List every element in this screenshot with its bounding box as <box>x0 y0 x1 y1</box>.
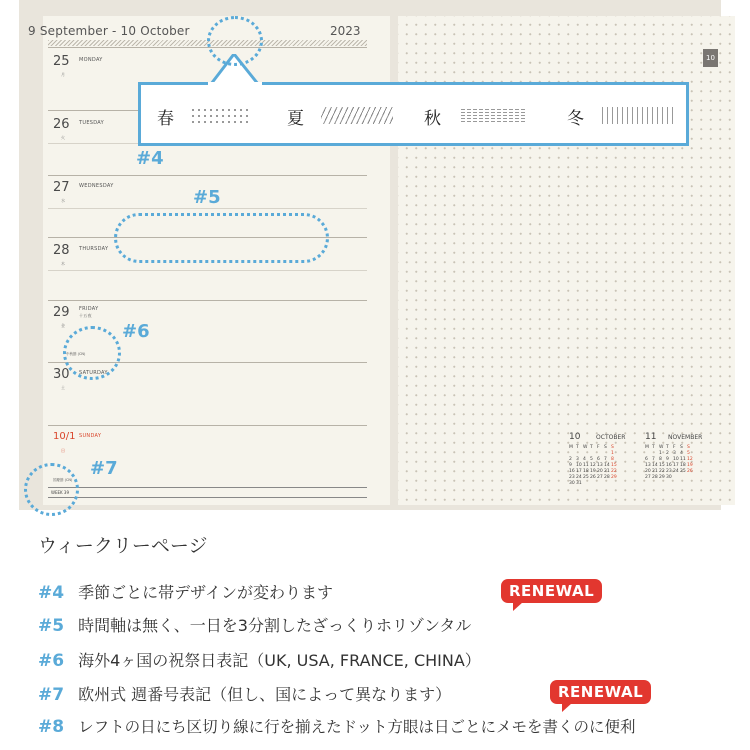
summer-diagonal-pattern <box>321 107 393 124</box>
cal-day: 3 <box>673 451 676 456</box>
cal-day: 25 <box>680 469 686 474</box>
feature-text: 欧州式 週番号表記（但し、国によって異なります） <box>78 685 452 704</box>
cal-month-num: 10 <box>569 432 581 442</box>
week-divider <box>48 487 367 488</box>
cal-day: 24 <box>673 469 679 474</box>
cal-day: 15 <box>659 463 665 468</box>
day-divider <box>48 175 367 176</box>
day-number: 25 <box>53 54 70 69</box>
cal-day: 8 <box>611 457 614 462</box>
tag-4: #4 <box>136 148 164 169</box>
tag-6: #6 <box>122 321 150 342</box>
cal-day: 11 <box>583 463 589 468</box>
cal-day: 23 <box>569 475 575 480</box>
highlight-horizontal-5 <box>114 213 329 263</box>
date-range: 9 September - 10 October <box>28 24 190 38</box>
cal-month-num: 11 <box>645 432 657 442</box>
day-number: 28 <box>53 243 70 258</box>
highlight-holiday-6 <box>63 326 121 380</box>
day-name: THURSDAY <box>79 246 109 252</box>
cal-day: 27 <box>597 475 603 480</box>
tag-7: #7 <box>90 458 118 479</box>
cal-day: 24 <box>576 475 582 480</box>
cal-day: 21 <box>652 469 658 474</box>
cal-weekday: F <box>597 445 600 450</box>
day-number: 30 <box>53 367 70 382</box>
cal-weekday: S <box>680 445 683 450</box>
cal-day: 2 <box>666 451 669 456</box>
year-label: 2023 <box>330 24 361 38</box>
season-autumn: 秋 <box>424 109 441 129</box>
holiday-label: 中秋節 (CN) <box>66 352 86 356</box>
day-kanji: 土 <box>61 385 65 390</box>
cal-day: 11 <box>680 457 686 462</box>
day-name: WEDNESDAY <box>79 183 114 189</box>
season-band-callout <box>138 82 689 146</box>
cal-weekday: W <box>659 445 664 450</box>
feature-number: #6 <box>38 651 65 671</box>
day-divider <box>48 300 367 301</box>
feature-number: #8 <box>38 717 65 737</box>
day-name: TUESDAY <box>79 120 104 126</box>
feature-text: レフトの日にち区切り線に行を揃えたドット方眼は日ごとにメモを書くのに便利 <box>78 718 636 736</box>
feature-text: 時間軸は無く、一日を3分割したざっくりホリゾンタル <box>78 616 472 635</box>
cal-day: 13 <box>597 463 603 468</box>
feature-item <box>38 613 471 636</box>
day-name: MONDAY <box>79 57 103 63</box>
month-tab: 10 <box>703 49 718 67</box>
day-name-sunday: SUNDAY <box>79 433 102 439</box>
cal-day: 14 <box>604 463 610 468</box>
cal-day: 18 <box>583 469 589 474</box>
winter-vertical-pattern <box>602 107 674 124</box>
mini-calendar-november <box>645 432 702 480</box>
cal-day: 10 <box>576 463 582 468</box>
cal-day <box>590 451 597 456</box>
cal-weekday: M <box>569 445 573 450</box>
day-kanji: 金 <box>61 323 65 328</box>
cal-day: 15 <box>611 463 617 468</box>
cal-day: 29 <box>611 475 617 480</box>
cal-day: 22 <box>611 469 617 474</box>
day-number: 26 <box>53 117 70 132</box>
day-kanji-sunday: 日 <box>61 448 65 453</box>
cal-day: 19 <box>687 463 693 468</box>
cal-day: 31 <box>576 481 582 486</box>
cal-day: 16 <box>569 469 575 474</box>
cal-day <box>569 451 576 456</box>
day-name: SATURDAY <box>79 370 108 376</box>
spring-dot-pattern <box>190 107 252 124</box>
highlight-week-7 <box>24 463 79 516</box>
day-kanji: 月 <box>61 72 65 77</box>
cal-day: 25 <box>583 475 589 480</box>
cal-day: 5 <box>590 457 593 462</box>
cal-day: 12 <box>687 457 693 462</box>
cal-day: 16 <box>666 463 672 468</box>
cal-day: 2 <box>569 457 572 462</box>
cal-month-name: NOVEMBER <box>668 434 703 441</box>
cal-weekday: S <box>604 445 607 450</box>
feature-item <box>38 682 451 705</box>
cal-day: 4 <box>583 457 586 462</box>
cal-day: 26 <box>590 475 596 480</box>
cal-day: 7 <box>652 457 655 462</box>
cal-day: 13 <box>645 463 651 468</box>
cal-day <box>645 451 652 456</box>
cal-day: 6 <box>597 457 600 462</box>
season-summer: 夏 <box>287 109 304 129</box>
cal-day: 5 <box>687 451 690 456</box>
cal-day: 6 <box>645 457 648 462</box>
feature-item <box>38 648 481 671</box>
cal-day: 17 <box>576 469 582 474</box>
cal-day: 20 <box>597 469 603 474</box>
cal-day: 10 <box>673 457 679 462</box>
cal-weekday: W <box>583 445 588 450</box>
cal-day: 18 <box>680 463 686 468</box>
feature-number: #4 <box>38 583 65 603</box>
cal-day: 9 <box>666 457 669 462</box>
third-divider <box>48 270 367 271</box>
third-divider <box>48 208 367 209</box>
cal-month-name: OCTOBER <box>596 434 626 441</box>
renewal-badge: RENEWAL <box>501 579 602 603</box>
day-number-sunday: 10/1 <box>53 431 76 442</box>
cal-day: 19 <box>590 469 596 474</box>
cal-day: 17 <box>673 463 679 468</box>
cal-day: 12 <box>590 463 596 468</box>
cal-day: 30 <box>569 481 575 486</box>
cal-weekday: F <box>673 445 676 450</box>
feature-item <box>38 715 635 737</box>
day-note: 十五夜 <box>79 313 92 318</box>
page-bottom-line <box>48 497 367 498</box>
cal-day: 27 <box>645 475 651 480</box>
cal-day <box>597 451 604 456</box>
day-divider <box>48 425 367 426</box>
cal-day <box>652 451 659 456</box>
callout-ring-4 <box>207 16 263 66</box>
cal-weekday: T <box>576 445 579 450</box>
day-name: FRIDAY <box>79 306 99 312</box>
feature-text: 季節ごとに帯デザインが変わります <box>78 583 333 602</box>
holiday-label: 国慶節 (CN) <box>53 478 73 482</box>
cal-day: 8 <box>659 457 662 462</box>
cal-day: 29 <box>659 475 665 480</box>
day-kanji: 木 <box>61 261 65 266</box>
feature-item <box>38 580 333 603</box>
feature-number: #7 <box>38 685 65 705</box>
cal-day: 23 <box>666 469 672 474</box>
cal-day <box>583 451 590 456</box>
day-kanji: 火 <box>61 135 65 140</box>
cal-grid <box>645 445 702 480</box>
cal-weekday: T <box>590 445 593 450</box>
cal-day: 4 <box>680 451 683 456</box>
cal-day: 20 <box>645 469 651 474</box>
cal-day: 14 <box>652 463 658 468</box>
cal-day: 9 <box>569 463 572 468</box>
cal-day: 1 <box>611 451 614 456</box>
day-number: 29 <box>53 305 70 320</box>
week-number: WEEK 39 <box>51 490 69 495</box>
cal-day: 3 <box>576 457 579 462</box>
cal-weekday: T <box>652 445 655 450</box>
feature-text: 海外4ヶ国の祝祭日表記（UK, USA, FRANCE, CHINA） <box>78 651 481 670</box>
cal-weekday: S <box>611 445 614 450</box>
cal-day <box>604 451 611 456</box>
day-kanji: 水 <box>61 198 65 203</box>
tag-5: #5 <box>193 187 221 208</box>
cal-day <box>576 451 583 456</box>
cal-day: 22 <box>659 469 665 474</box>
cal-day: 30 <box>666 475 672 480</box>
autumn-dash-pattern <box>461 107 527 124</box>
section-heading: ウィークリーページ <box>38 535 208 557</box>
cal-grid <box>569 445 625 486</box>
renewal-badge: RENEWAL <box>550 680 651 704</box>
season-winter: 冬 <box>567 109 584 129</box>
cal-day: 28 <box>604 475 610 480</box>
season-spring: 春 <box>157 109 174 129</box>
mini-calendar-october <box>569 432 625 486</box>
cal-weekday: S <box>687 445 690 450</box>
cal-weekday: M <box>645 445 649 450</box>
cal-day: 7 <box>604 457 607 462</box>
cal-weekday: T <box>666 445 669 450</box>
day-number: 27 <box>53 180 70 195</box>
cal-day: 1 <box>659 451 662 456</box>
cal-day: 21 <box>604 469 610 474</box>
feature-number: #5 <box>38 616 65 636</box>
cal-day: 28 <box>652 475 658 480</box>
cal-day: 26 <box>687 469 693 474</box>
